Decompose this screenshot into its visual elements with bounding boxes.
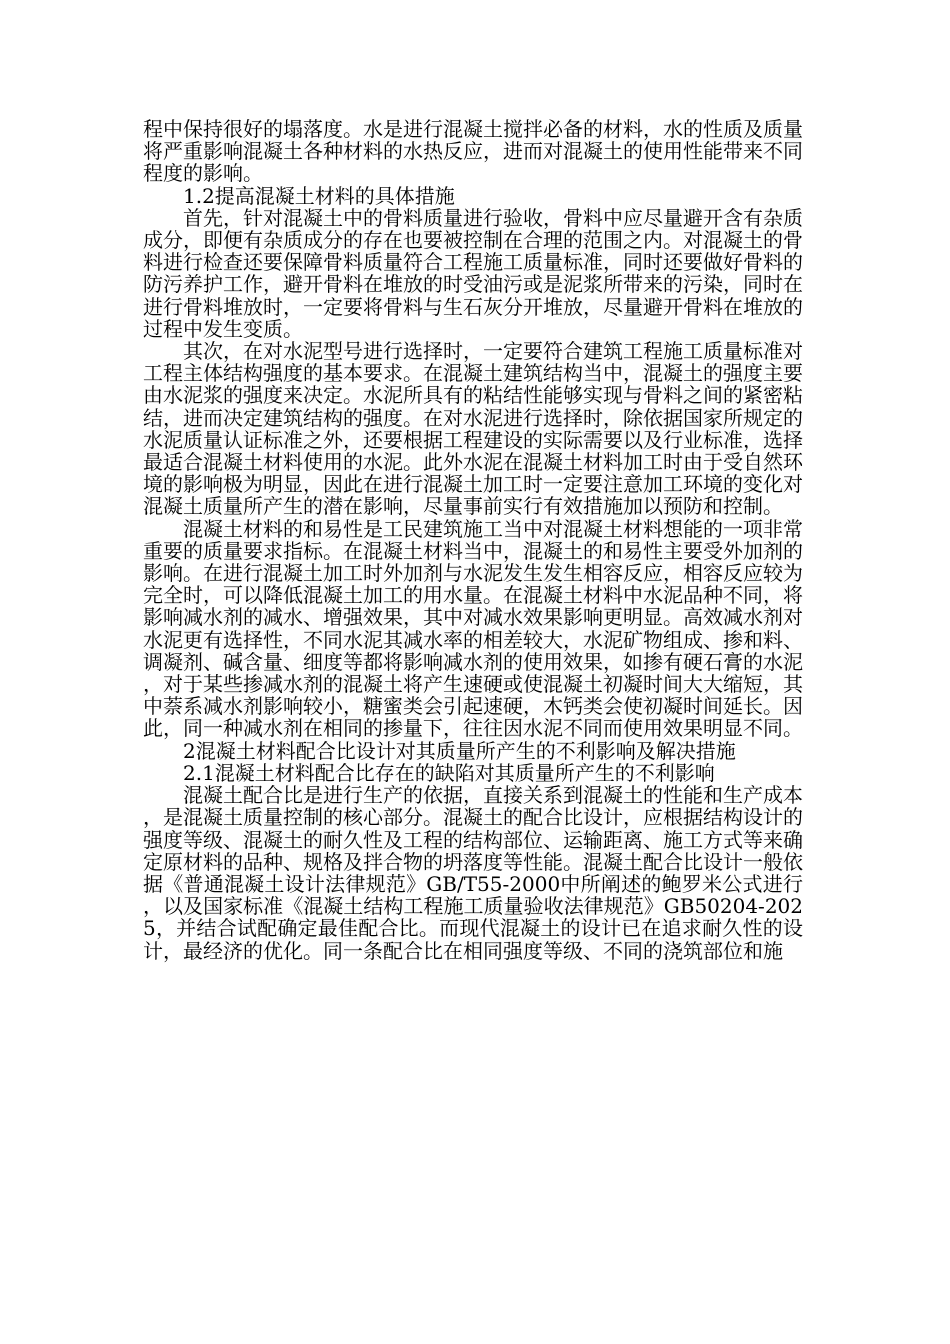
- section-heading-2-1: 2.1混凝土材料配合比存在的缺陷对其质量所产生的不利影响: [183, 760, 715, 785]
- paragraph-aggregate-quality: 首先，针对混凝土中的骨料质量进行验收，骨料中应尽量避开含有杂质成分，即便有杂质成分的存在也要被控制在合理的范围之内。对混凝土的骨料进行检查还要保障骨料质量符合工程施工质量标准，同时还要做好骨料的防污养护工作，避开骨料在堆放的时受油污或是泥浆所带来的污染，同时在进行骨料堆放时，一定要将骨料与生石灰分开堆放，尽量避开骨料在堆放的过程中发生变质。: [143, 205, 803, 341]
- body-text: [143, 118, 803, 962]
- section-heading-2: 2混凝土材料配合比设计对其质量所产生的不利影响及解决措施: [183, 738, 736, 763]
- paragraph-cement-selection: 其次，在对水泥型号进行选择时，一定要符合建筑工程施工质量标准对工程主体结构强度的基本要求。在混凝土建筑结构当中，混凝土的强度主要由水泥浆的强度来决定。水泥所具有的粘结性能够实现与骨料之间的紧密粘结，进而决定建筑结构的强度。在对水泥进行选择时，除依据国家所规定的水泥质量认证标准之外，还要根据工程建设的实际需要以及行业标准，选择最适合混凝土材料使用的水泥。此外水泥在混凝土材料加工时由于受自然环境的影响极为明显，因此在进行混凝土加工时一定要注意加工环境的变化对混凝土质量所产生的潜在影响，尽量事前实行有效措施加以预防和控制。: [143, 339, 803, 519]
- paragraph-workability: 混凝土材料的和易性是工民建筑施工当中对混凝土材料想能的一项非常重要的质量要求指标。在混凝土材料当中，混凝土的和易性主要受外加剂的影响。在进行混凝土加工时外加剂与水泥发生发生相容反应，相容反应较为完全时，可以降低混凝土加工的用水量。在混凝土材料中水泥品种不同，将影响减水剂的减水、增强效果，其中对减水效果影响更明显。高效减水剂对水泥更有选择性，不同水泥其减水率的相差较大，水泥矿物组成、掺和料、调凝剂、碱含量、细度等都将影响减水剂的使用效果，如掺有硬石膏的水泥，对于某些掺减水剂的混凝土将产生速硬或使混凝土初凝时间大大缩短，其中萘系减水剂影响较小，糖蜜类会引起速硬，木钙类会使初凝时间延长。因此，同一种减水剂在相同的掺量下，往往因水泥不同而使用效果明显不同。: [143, 516, 803, 741]
- paragraph-continuation: 程中保持很好的塌落度。水是进行混凝土搅拌必备的材料，水的性质及质量将严重影响混凝土各种材料的水热反应，进而对混凝土的使用性能带来不同程度的影响。: [143, 117, 803, 186]
- section-heading-1-2: 1.2提高混凝土材料的具体措施: [183, 183, 455, 208]
- paragraph-mix-proportion: 混凝土配合比是进行生产的依据，直接关系到混凝土的性能和生产成本，是混凝土质量控制的核心部分。混凝土的配合比设计，应根据结构设计的强度等级、混凝土的耐久性及工程的结构部位、运输距离、施工方式等来确定原材料的品种、规格及拌合物的坍落度等性能。混凝土配合比设计一般依据《普通混凝土设计法律规范》GB/T55-2000中所阐述的鲍罗米公式进行，以及国家标准《混凝土结构工程施工质量验收法律规范》GB50204-2025，并结合试配确定最佳配合比。而现代混凝土的设计已在追求耐久性的设计，最经济的优化。同一条配合比在相同强度等级、不同的浇筑部位和施: [143, 783, 803, 963]
